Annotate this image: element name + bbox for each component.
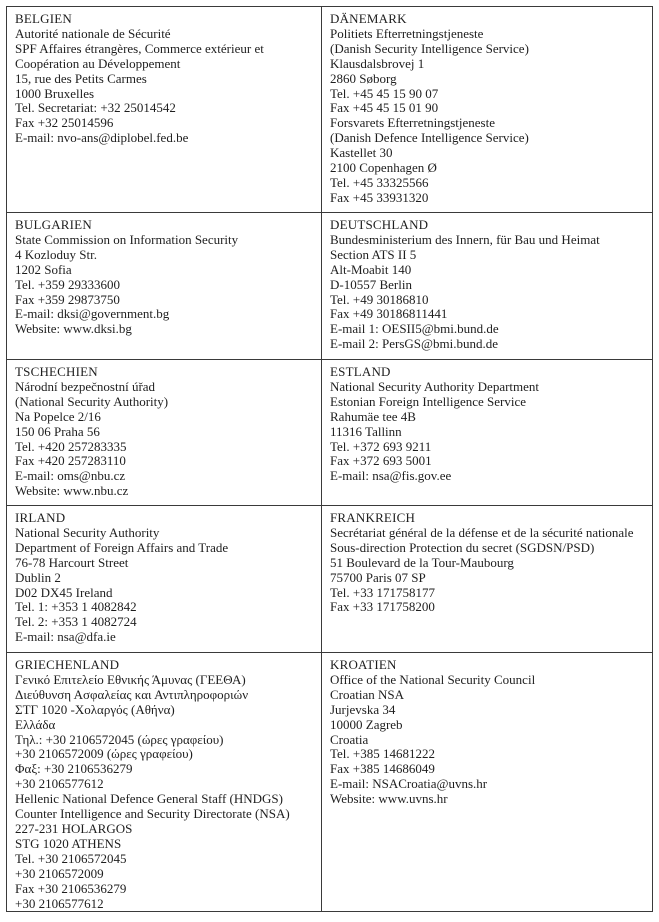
text-line: Dublin 2 <box>15 569 61 585</box>
text-line: Office of the National Security Council <box>330 671 536 687</box>
text-line: Croatian NSA <box>330 686 405 702</box>
text-line: Fax +385 14686049 <box>330 761 435 777</box>
text-line: Tel. 2: +353 1 4082724 <box>15 614 137 630</box>
text-line: 10000 Zagreb <box>330 716 403 732</box>
country-name: GRIECHENLAND <box>15 657 120 672</box>
text-line: Secrétariat général de la défense et de la sécurité nationale <box>330 524 634 540</box>
table-row <box>7 506 653 653</box>
text-line: STG 1020 ATHENS <box>15 835 122 851</box>
text-line: Διεύθυνση Ασφαλείας και Αντιπληροφοριών <box>15 686 249 702</box>
text-line: 4 Kozloduy Str. <box>15 246 97 262</box>
text-line: Tel. +45 45 15 90 07 <box>330 85 439 101</box>
contact-lines <box>330 233 645 352</box>
country-name: FRANKREICH <box>330 510 416 525</box>
text-line: 2860 Søborg <box>330 70 397 86</box>
text-line: Website: www.dksi.bg <box>15 321 132 337</box>
cell-frankreich <box>322 506 653 653</box>
contact-lines <box>15 27 314 146</box>
text-line: 15, rue des Petits Carmes <box>15 70 147 86</box>
text-line: Tel. +30 2106572045 <box>15 850 127 866</box>
text-line: 1000 Bruxelles <box>15 85 95 101</box>
cell-estland <box>322 360 653 506</box>
text-line: 51 Boulevard de la Tour-Maubourg <box>330 554 514 570</box>
text-line: Rahumäe tee 4B <box>330 408 416 424</box>
cell-bulgarien <box>7 213 322 360</box>
text-line: Tel. +33 171758177 <box>330 584 435 600</box>
text-line: Klausdalsbrovej 1 <box>330 55 425 71</box>
text-line: D02 DX45 Ireland <box>15 584 113 600</box>
text-line: Tel. +420 257283335 <box>15 438 127 454</box>
contact-lines <box>330 526 645 615</box>
table-row <box>7 653 653 912</box>
text-line: Coopération au Développement <box>15 55 181 71</box>
text-line: (Danish Defence Intelligence Service) <box>330 130 529 146</box>
text-line: +30 2106572009 (ώρες γραφείου) <box>15 746 193 762</box>
cell-griechenland <box>7 653 322 912</box>
text-line: Ελλάδα <box>15 716 56 732</box>
table-row <box>7 360 653 506</box>
text-line: Fax +45 33931320 <box>330 189 429 205</box>
text-line: D-10557 Berlin <box>330 276 412 292</box>
text-line: E-mail: dksi@government.bg <box>15 306 170 322</box>
text-line: Website: www.uvns.hr <box>330 791 448 807</box>
text-line: 2100 Copenhagen Ø <box>330 160 437 176</box>
text-line: E-mail: nsa@fis.gov.ee <box>330 468 452 484</box>
text-line: Τηλ.: +30 2106572045 (ώρες γραφείου) <box>15 731 224 747</box>
text-line: +30 2106572009 <box>15 865 104 881</box>
contact-lines <box>15 380 314 499</box>
text-line: Estonian Foreign Intelligence Service <box>330 393 527 409</box>
country-name: KROATIEN <box>330 657 397 672</box>
text-line: Fax +45 45 15 01 90 <box>330 100 439 116</box>
text-line: Alt-Moabit 140 <box>330 261 412 277</box>
national-security-authorities-table <box>6 6 653 912</box>
text-line: 76-78 Harcourt Street <box>15 554 129 570</box>
text-line: +30 2106577612 <box>15 895 104 911</box>
text-line: Hellenic National Defence General Staff (HNDGS) <box>15 791 283 807</box>
text-line: Jurjevska 34 <box>330 701 396 717</box>
text-line: Tel. +49 30186810 <box>330 291 429 307</box>
text-line: 1202 Sofia <box>15 261 72 277</box>
text-line: Fax +372 693 5001 <box>330 453 432 469</box>
text-line: Fax +420 257283110 <box>15 453 126 469</box>
text-line: Bundesministerium des Innern, für Bau und Heimat <box>330 231 600 247</box>
contact-lines <box>330 27 645 206</box>
text-line: Autorité nationale de Sécurité <box>15 25 171 41</box>
cell-kroatien <box>322 653 653 912</box>
contact-lines <box>15 233 314 337</box>
text-line: E-mail: NSACroatia@uvns.hr <box>330 776 488 792</box>
text-line: Forsvarets Efterretningstjeneste <box>330 115 495 131</box>
text-line: Tel. 1: +353 1 4082842 <box>15 599 137 615</box>
text-line: Department of Foreign Affairs and Trade <box>15 539 229 555</box>
text-line: E-mail 1: OESII5@bmi.bund.de <box>330 321 499 337</box>
country-name: IRLAND <box>15 510 66 525</box>
contact-lines <box>15 526 314 645</box>
text-line: Section ATS II 5 <box>330 246 417 262</box>
text-line: 11316 Tallinn <box>330 423 402 439</box>
contact-lines <box>330 380 645 484</box>
text-line: Národní bezpečnostní úřad <box>15 378 156 394</box>
cell-belgien <box>7 7 322 213</box>
contact-lines <box>330 673 645 807</box>
text-line: Politiets Efterretningstjeneste <box>330 25 484 41</box>
text-line: E-mail: oms@nbu.cz <box>15 468 126 484</box>
text-line: Tel. Secretariat: +32 25014542 <box>15 100 176 116</box>
text-line: Croatia <box>330 731 369 747</box>
text-line: +30 2106577612 <box>15 776 104 792</box>
text-line: (Danish Security Intelligence Service) <box>330 40 529 56</box>
text-line: Tel. +359 29333600 <box>15 276 120 292</box>
text-line: Sous-direction Protection du secret (SGDSN/PSD) <box>330 539 595 555</box>
table-row <box>7 7 653 213</box>
country-name: DEUTSCHLAND <box>330 217 429 232</box>
text-line: Counter Intelligence and Security Directorate (NSA) <box>15 806 290 822</box>
cell-daenemark <box>322 7 653 213</box>
text-line: Fax +33 171758200 <box>330 599 435 615</box>
cell-irland <box>7 506 322 653</box>
country-name: BELGIEN <box>15 11 72 26</box>
text-line: Tel. +385 14681222 <box>330 746 435 762</box>
country-name: BULGARIEN <box>15 217 92 232</box>
text-line: National Security Authority Department <box>330 378 540 394</box>
text-line: Fax +30 2106536279 <box>15 880 127 896</box>
text-line: Tel. +45 33325566 <box>330 174 429 190</box>
contact-lines <box>15 673 314 912</box>
text-line: 150 06 Praha 56 <box>15 423 100 439</box>
text-line: 227-231 HOLARGOS <box>15 820 133 836</box>
text-line: National Security Authority <box>15 524 160 540</box>
text-line: Website: www.nbu.cz <box>15 483 129 499</box>
text-line: E-mail: nvo-ans@diplobel.fed.be <box>15 130 189 146</box>
country-name: DÄNEMARK <box>330 11 407 26</box>
text-line: Fax +49 30186811441 <box>330 306 448 322</box>
country-name: ESTLAND <box>330 364 391 379</box>
text-line: Na Popelce 2/16 <box>15 408 101 424</box>
text-line: SPF Affaires étrangères, Commerce extérieur et <box>15 40 264 56</box>
text-line: E-mail 2: PersGS@bmi.bund.de <box>330 336 498 352</box>
text-line: (National Security Authority) <box>15 393 169 409</box>
table-row <box>7 213 653 360</box>
text-line: 75700 Paris 07 SP <box>330 569 426 585</box>
text-line: Tel. +372 693 9211 <box>330 438 432 454</box>
text-line: Γενικό Επιτελείο Εθνικής Άμυνας (ΓΕΕΘΑ) <box>15 671 246 687</box>
text-line: Fax +359 29873750 <box>15 291 120 307</box>
text-line: State Commission on Information Security <box>15 231 239 247</box>
country-name: TSCHECHIEN <box>15 364 98 379</box>
text-line: E-mail: nsa@dfa.ie <box>15 629 116 645</box>
cell-deutschland <box>322 213 653 360</box>
text-line: Φαξ: +30 2106536279 <box>15 761 133 777</box>
cell-tschechien <box>7 360 322 506</box>
text-line: Fax +32 25014596 <box>15 115 114 131</box>
text-line: Kastellet 30 <box>330 145 393 161</box>
text-line: ΣΤΓ 1020 -Χολαργός (Αθήνα) <box>15 701 175 717</box>
